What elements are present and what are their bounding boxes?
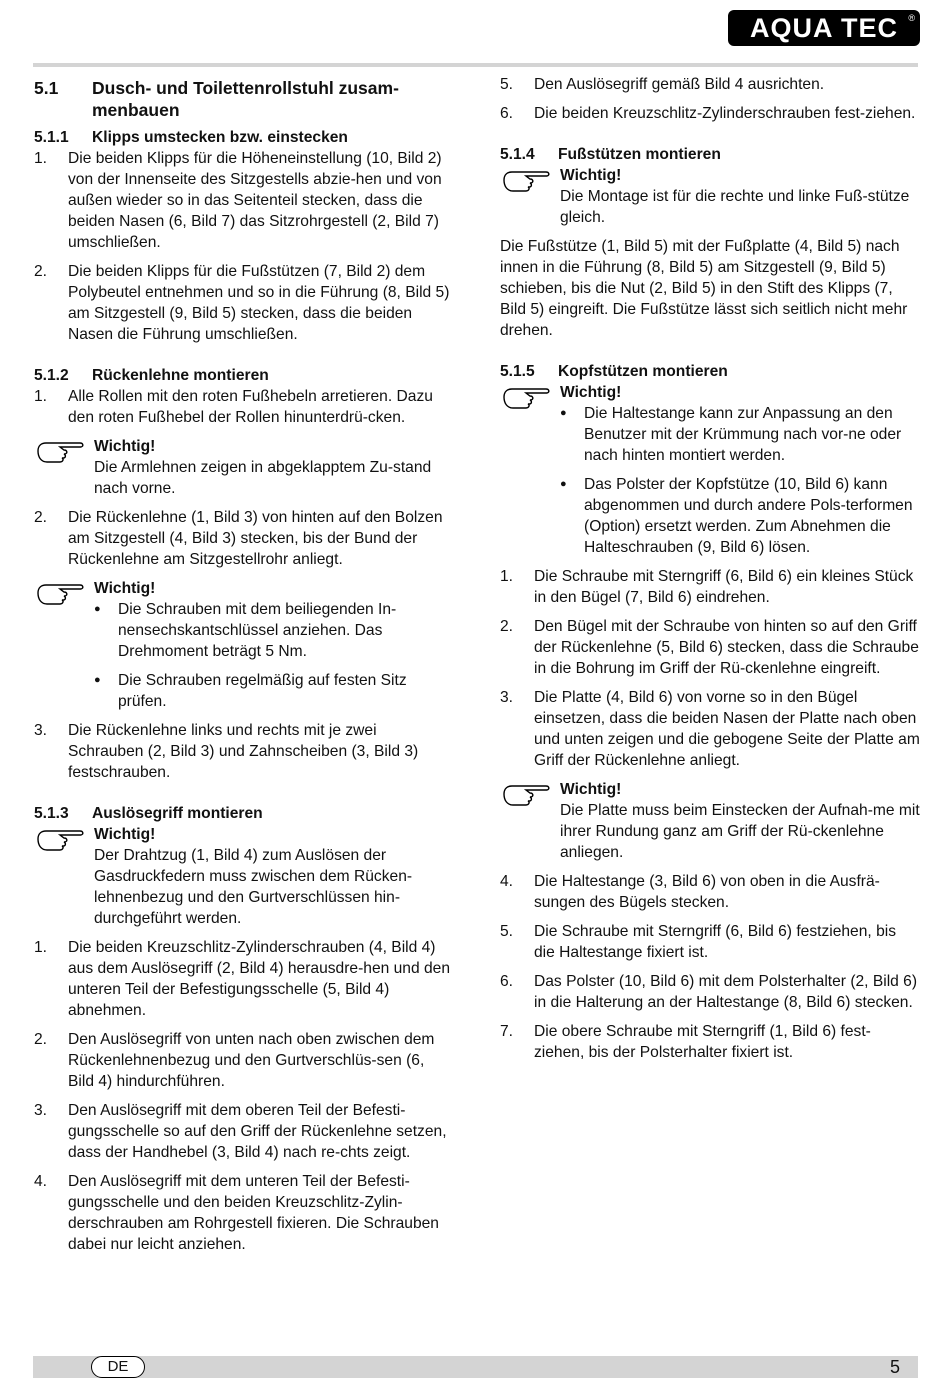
bullet-item: ● Das Polster der Kopfstütze (10, Bild 6) kann abgenommen und durch andere Pols-terformen (Option) ersetzt werden. Zum Abnehmen die Halteschrauben (9, Bild 6) lösen. bbox=[560, 476, 913, 556]
pointing-hand-icon bbox=[36, 580, 86, 606]
subsection-heading: 5.1.1 Klipps umstecken bzw. einstecken bbox=[34, 129, 348, 146]
list-item: 2. Die Rückenlehne (1, Bild 3) von hinten auf den Bolzen am Sitzgestell (4, Bild 3) stecken, bis der Bund der Rückenlehne am Sitzgestellrohr anliegt. bbox=[34, 509, 443, 568]
note-box: Wichtig! Die Montage ist für die rechte und linke Fuß-stütze gleich. bbox=[500, 165, 920, 228]
brand-logo bbox=[728, 10, 920, 46]
subsection-heading: 5.1.3 Auslösegriff montieren bbox=[34, 805, 263, 822]
page-number: 5 bbox=[889, 1357, 900, 1377]
list-item: 6. Das Polster (10, Bild 6) mit dem Polsterhalter (2, Bild 6) in die Halterung an der Haltestange (8, Bild 6) stecken. bbox=[500, 973, 918, 1011]
language-badge: DE bbox=[91, 1356, 145, 1378]
bullet-item: ● Die Haltestange kann zur Anpassung an den Benutzer mit der Krümmung nach vor-ne oder nach hinten montiert werden. bbox=[560, 405, 902, 464]
header-rule bbox=[33, 63, 918, 67]
list-item: 7. Die obere Schraube mit Sterngriff (1, Bild 6) fest-ziehen, bis der Polsterhalter fixiert ist. bbox=[500, 1023, 871, 1061]
pointing-hand-icon bbox=[36, 826, 86, 852]
list-item: 5. Die Schraube mit Sterngriff (6, Bild 6) festziehen, bis die Haltestange fixiert ist. bbox=[500, 923, 896, 961]
paragraph: Die Fußstütze (1, Bild 5) mit der Fußplatte (4, Bild 5) nach innen in die Führung (8, Bild 5) am Sitzgestell (9, Bild 5) schieben, bis die Nut (2, Bild 5) in den Stift des Klipps (7, Bild 5) eingreift. Die Fußstütze lässt sich seitlich nicht mehr drehen. bbox=[500, 238, 908, 339]
list-item: 6. Die beiden Kreuzschlitz-Zylinderschrauben fest-ziehen. bbox=[500, 105, 916, 122]
list-item: 3. Die Rückenlehne links und rechts mit je zwei Schrauben (2, Bild 3) und Zahnscheiben (3, Bild 3) festschrauben. bbox=[34, 722, 419, 781]
list-item: 5. Den Auslösegriff gemäß Bild 4 ausrichten. bbox=[500, 76, 825, 93]
list-item: 3. Den Auslösegriff mit dem oberen Teil der Befesti-gungsschelle so auf den Griff der Rückenlehne setzen, dass der Handhebel (3, Bild 4) nach re-chts zeigt. bbox=[34, 1102, 447, 1161]
logo-text: AQUA TEC bbox=[750, 12, 898, 43]
bullet-icon: ● bbox=[560, 478, 567, 490]
note-box: Wichtig! Die Armlehnen zeigen in abgeklapptem Zu-stand nach vorne. bbox=[34, 436, 454, 499]
bullet-icon: ● bbox=[94, 674, 101, 686]
footer-bar bbox=[33, 1356, 918, 1378]
right-column bbox=[500, 74, 920, 1071]
pointing-hand-icon bbox=[502, 167, 552, 193]
left-column bbox=[34, 74, 454, 1263]
list-item: 2. Den Auslösegriff von unten nach oben zwischen dem Rückenlehnenbezug und den Gurtverschlüs-sen (6, Bild 4) hindurchführen. bbox=[34, 1031, 435, 1090]
pointing-hand-icon bbox=[502, 781, 552, 807]
registered-mark: ® bbox=[908, 13, 915, 23]
list-item: 4. Den Auslösegriff mit dem unteren Teil der Befesti-gungsschelle und den beiden Kreuzschlitz-Zylin-derschrauben am Rohrgestell fixieren. Die Schrauben dabei nur leicht anziehen. bbox=[34, 1173, 439, 1253]
note-box: Wichtig! ● Die Haltestange kann zur Anpassung an den Benutzer mit der Krümmung nach vor-ne oder nach hinten montiert werden. ● Das Polster der Kopfstütze (10, Bild 6) kann abgenommen und durch andere Pols-terformen (Option) ersetzt werden. Zum Abnehmen die Halteschrauben (9, Bild 6) lösen. bbox=[500, 382, 920, 558]
list-item: 1. Die beiden Klipps für die Höheneinstellung (10, Bild 2) von der Innenseite des Sitzgestells abzie-hen und von außen wieder so in das Seitenteil stecken, dass die beiden Nasen (6, Bild 7) das Sitzrohrgestell (2, Bild 7) umschließen. bbox=[34, 150, 442, 251]
pointing-hand-icon bbox=[36, 438, 86, 464]
list-item: 1. Die Schraube mit Sterngriff (6, Bild 6) ein kleines Stück in den Bügel (7, Bild 6) eindrehen. bbox=[500, 568, 914, 606]
note-box: Wichtig! Die Platte muss beim Einstecken der Aufnah-me mit ihrer Rundung ganz am Griff der Rü-ckenlehne anliegen. bbox=[500, 779, 920, 863]
subsection-heading: 5.1.4 Fußstützen montieren bbox=[500, 146, 721, 163]
subsection-heading: 5.1.5 Kopfstützen montieren bbox=[500, 363, 728, 380]
list-item: 1. Die beiden Kreuzschlitz-Zylinderschrauben (4, Bild 4) aus dem Auslösegriff (2, Bild 4) herausdre-hen und den unteren Teil der Befestigungsschelle (5, Bild 4) abnehmen. bbox=[34, 939, 450, 1019]
pointing-hand-icon bbox=[502, 384, 552, 410]
note-box: Wichtig! ● Die Schrauben mit dem beiliegenden In-nensechskantschlüssel anziehen. Das Drehmoment beträgt 5 Nm. ● Die Schrauben regelmäßig auf festen Sitz prüfen. bbox=[34, 578, 454, 712]
bullet-item: ● Die Schrauben mit dem beiliegenden In-nensechskantschlüssel anziehen. Das Drehmoment beträgt 5 Nm. bbox=[94, 601, 397, 660]
subsection-heading: 5.1.2 Rückenlehne montieren bbox=[34, 367, 269, 384]
section-heading: 5.1 Dusch- und Toilettenrollstuhl zusam-menbauen bbox=[34, 78, 399, 120]
bullet-icon: ● bbox=[560, 407, 567, 419]
note-box: Wichtig! Der Drahtzug (1, Bild 4) zum Auslösen der Gasdruckfedern muss zwischen dem Rücken-lehnenbezug und den Gurtverschlüssen hin-durchgeführt werden. bbox=[34, 824, 454, 929]
bullet-icon: ● bbox=[94, 603, 101, 615]
bullet-item: ● Die Schrauben regelmäßig auf festen Sitz prüfen. bbox=[94, 672, 407, 710]
list-item: 2. Die beiden Klipps für die Fußstützen (7, Bild 2) dem Polybeutel entnehmen und so in die Führung (8, Bild 5) am Sitzgestell (9, Bild 5) stecken, dass die beiden Nasen die Führung umschließen. bbox=[34, 263, 450, 343]
list-item: 4. Die Haltestange (3, Bild 6) von oben in die Ausfrä-sungen des Bügels stecken. bbox=[500, 873, 880, 911]
list-item: 1. Alle Rollen mit den roten Fußhebeln arretieren. Dazu den roten Fußhebel der Rollen hinunterdrü-cken. bbox=[34, 388, 433, 426]
list-item: 3. Die Platte (4, Bild 6) von vorne so in den Bügel einsetzen, dass die beiden Nasen der Platte nach oben und unten zeigen und die gebogene Seite der Platte am Griff der Rückenlehne anliegt. bbox=[500, 689, 920, 769]
list-item: 2. Den Bügel mit der Schraube von hinten so auf den Griff der Rückenlehne (5, Bild 6) stecken, dass die Schraube in die Bohrung im Griff der Rü-ckenlehne eingreift. bbox=[500, 618, 919, 677]
